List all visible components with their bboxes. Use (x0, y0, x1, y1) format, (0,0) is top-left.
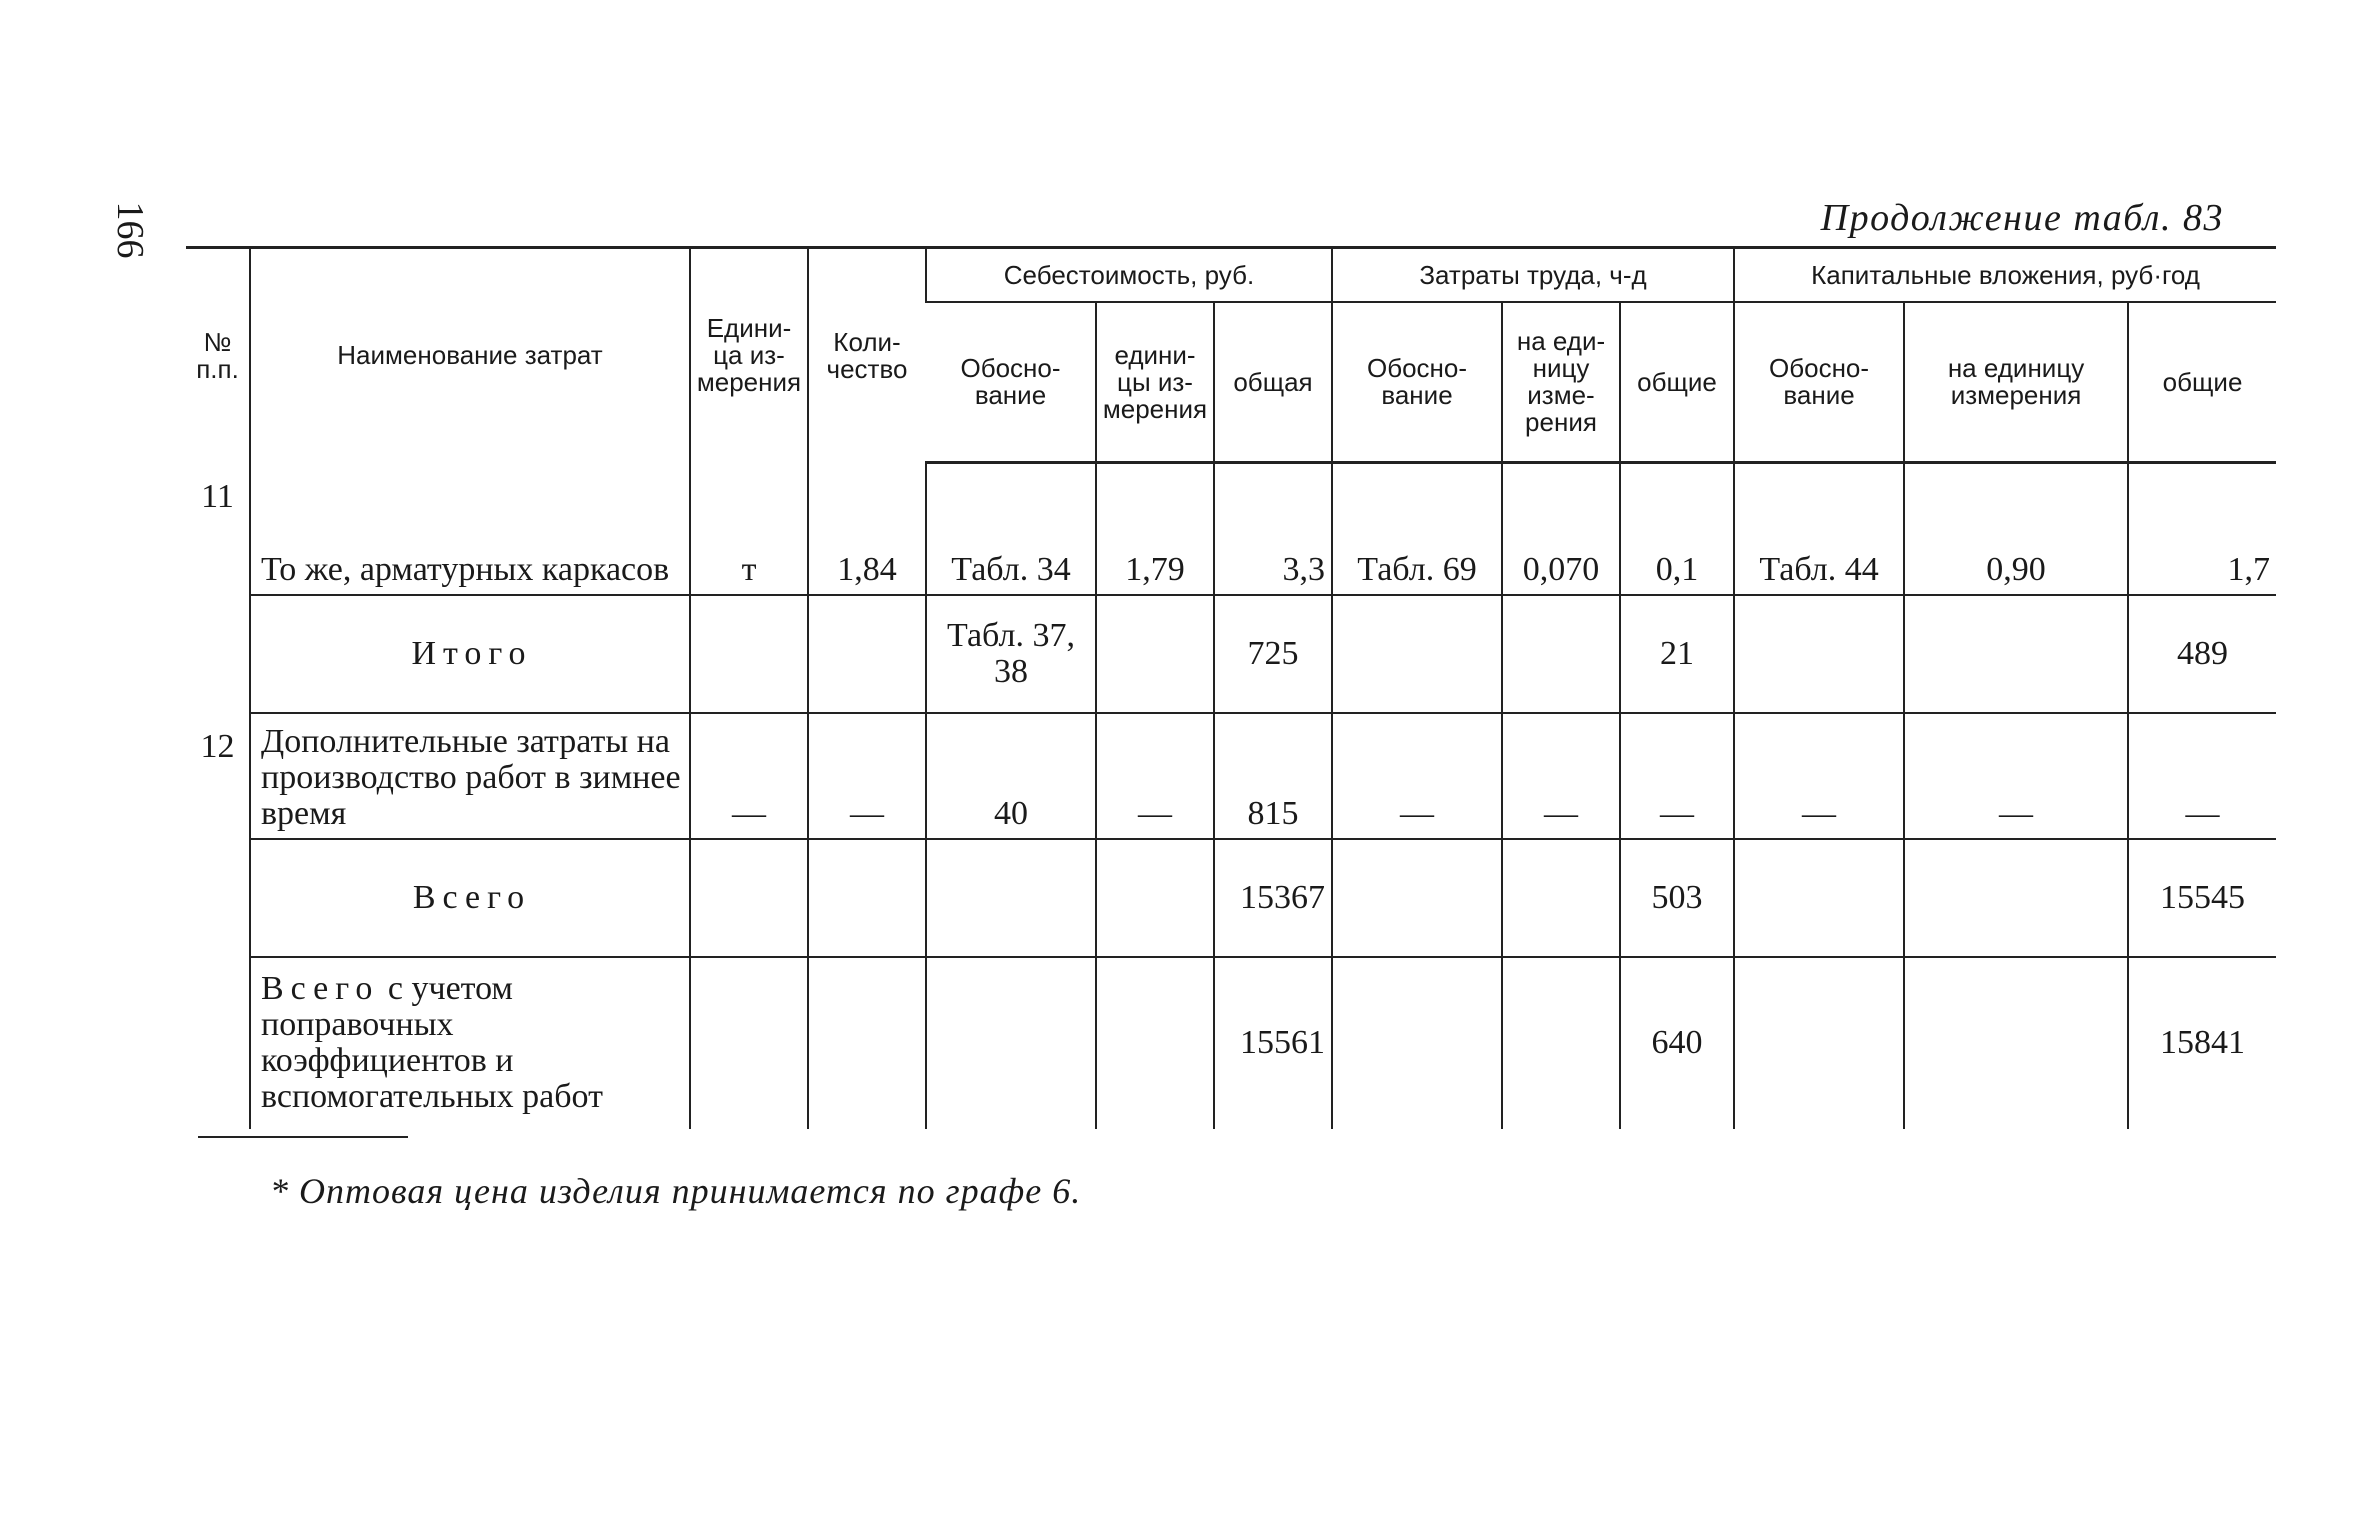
cell-unit: — (690, 713, 808, 839)
footnote-divider (198, 1136, 408, 1138)
header-name: Наименование затрат (250, 248, 690, 463)
cell-cap-total: 15841 (2128, 957, 2276, 1129)
row-name: Итого (250, 595, 690, 713)
header-labor-group: Затраты труда, ч-д (1332, 248, 1734, 303)
cell-labor-basis: Табл. 69 (1332, 463, 1502, 595)
header-labor-basis: Обосно- вание (1332, 302, 1502, 463)
cost-table-container (186, 246, 2271, 1129)
row-name: То же, арматурных каркасов (250, 463, 690, 595)
header-cost-total: общая (1214, 302, 1332, 463)
cell-qty: — (808, 713, 926, 839)
cell-cap-unit (1904, 957, 2128, 1129)
row-number (186, 839, 250, 957)
header-capital-group: Капитальные вложения, руб·год (1734, 248, 2276, 303)
cell-cap-unit (1904, 839, 2128, 957)
cell-cap-basis (1734, 957, 1904, 1129)
cell-labor-basis (1332, 957, 1502, 1129)
cell-labor-total: 640 (1620, 957, 1734, 1129)
row-number (186, 957, 250, 1129)
cell-cost-unit (1096, 957, 1214, 1129)
row-name-rest: с учетом поправочных коэффициентов и вспомогательных работ (261, 970, 603, 1115)
cell-cost-basis: Табл. 34 (926, 463, 1096, 595)
cell-labor-basis (1332, 839, 1502, 957)
cell-cost-total: 725 (1214, 595, 1332, 713)
page-number: 166 (109, 201, 151, 259)
table-row (186, 595, 2276, 713)
table-row (186, 463, 2276, 595)
cell-cost-basis (926, 839, 1096, 957)
cell-cap-basis (1734, 595, 1904, 713)
cell-labor-unit: 0,070 (1502, 463, 1620, 595)
row-name: Дополнительные затраты на производство работ в зимнее время (250, 713, 690, 839)
cell-cap-unit (1904, 595, 2128, 713)
row-number: 12 (200, 727, 235, 765)
cell-qty (808, 957, 926, 1129)
cell-qty: 1,84 (808, 463, 926, 595)
cell-cap-unit: — (1904, 713, 2128, 839)
row-number: 11 (201, 477, 234, 515)
cell-unit (690, 957, 808, 1129)
cell-cap-total: 1,7 (2128, 463, 2276, 595)
header-cost-group: Себестоимость, руб. (926, 248, 1332, 303)
cell-cost-total: 15367 (1214, 839, 1332, 957)
cell-labor-total: 21 (1620, 595, 1734, 713)
cell-cost-basis: 40 (926, 713, 1096, 839)
cell-cost-unit (1096, 839, 1214, 957)
cell-unit (690, 839, 808, 957)
header-capital-per-unit: на единицу измерения (1904, 302, 2128, 463)
header-capital-total: общие (2128, 302, 2276, 463)
header-labor-total: общие (1620, 302, 1734, 463)
cell-qty (808, 595, 926, 713)
cell-cost-total: 815 (1214, 713, 1332, 839)
row-name (250, 957, 690, 1129)
row-name: Всего (250, 839, 690, 957)
cell-cost-basis: Табл. 37, 38 (926, 595, 1096, 713)
cell-cost-unit: 1,79 (1096, 463, 1214, 595)
cell-qty (808, 839, 926, 957)
cell-cap-basis: Табл. 44 (1734, 463, 1904, 595)
footnote: * Оптовая цена изделия принимается по графе 6. (270, 1171, 1082, 1211)
header-unit: Едини- ца из- мерения (690, 248, 808, 463)
table-header (186, 248, 2276, 463)
table-row (186, 713, 2276, 839)
cell-labor-total: 0,1 (1620, 463, 1734, 595)
cell-labor-total: — (1620, 713, 1734, 839)
cell-cost-unit: — (1096, 713, 1214, 839)
cell-labor-basis: — (1332, 713, 1502, 839)
cell-labor-unit (1502, 595, 1620, 713)
cell-cap-unit: 0,90 (1904, 463, 2128, 595)
row-name-lead: Всего (261, 970, 380, 1007)
cell-labor-unit: — (1502, 713, 1620, 839)
cell-cap-total: 15545 (2128, 839, 2276, 957)
cell-cap-basis: — (1734, 713, 1904, 839)
cell-cost-total: 15561 (1214, 957, 1332, 1129)
header-num: № п.п. (186, 248, 250, 463)
cell-unit: т (690, 463, 808, 595)
header-cost-per-unit: едини- цы из- мерения (1096, 302, 1214, 463)
cell-labor-total: 503 (1620, 839, 1734, 957)
cell-cost-unit (1096, 595, 1214, 713)
cell-labor-unit (1502, 957, 1620, 1129)
row-number (186, 595, 250, 713)
cell-cap-basis (1734, 839, 1904, 957)
cell-cap-total: — (2128, 713, 2276, 839)
cost-table (186, 246, 2276, 1129)
cell-unit (690, 595, 808, 713)
header-capital-basis: Обосно- вание (1734, 302, 1904, 463)
table-row (186, 957, 2276, 1129)
table-row (186, 839, 2276, 957)
cell-labor-basis (1332, 595, 1502, 713)
table-body (186, 463, 2276, 1129)
cell-cap-total: 489 (2128, 595, 2276, 713)
cell-labor-unit (1502, 839, 1620, 957)
header-qty: Коли- чество (808, 248, 926, 463)
header-cost-basis: Обосно- вание (926, 302, 1096, 463)
header-labor-per-unit: на еди- ницу изме- рения (1502, 302, 1620, 463)
table-continuation-caption: Продолжение табл. 83 (1820, 197, 2224, 239)
cell-cost-total: 3,3 (1214, 463, 1332, 595)
cell-cost-basis (926, 957, 1096, 1129)
